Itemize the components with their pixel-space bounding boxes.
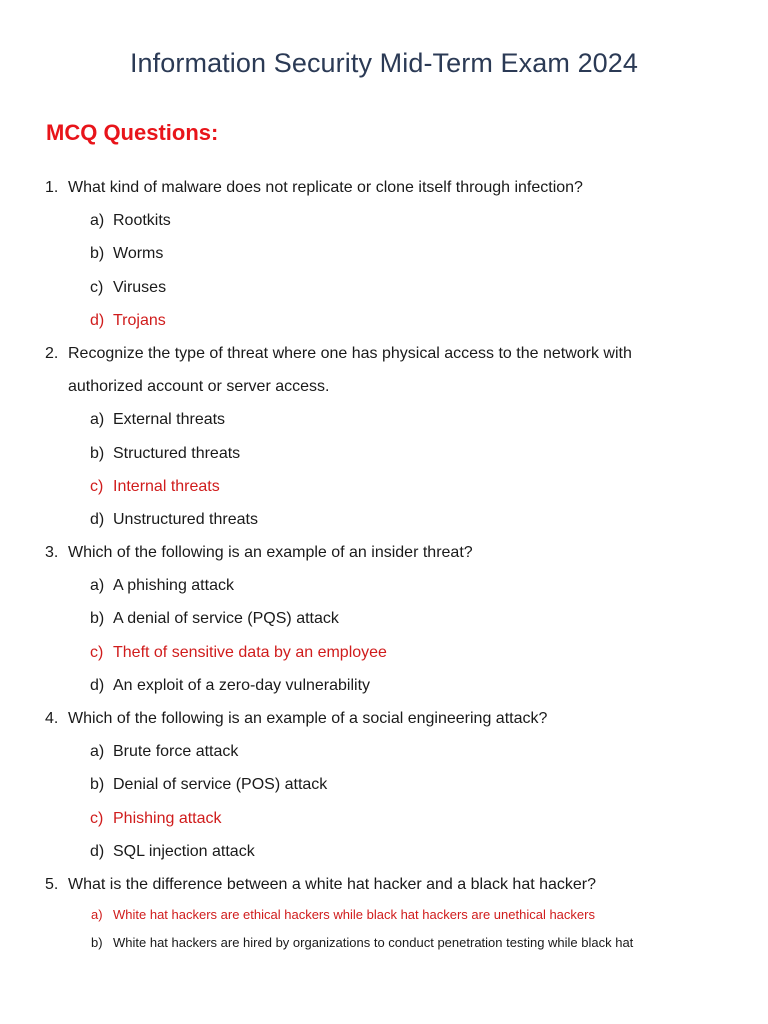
question-item	[0, 868, 768, 957]
question-line-text: What is the difference between a white hat hacker and a black hat hacker?	[68, 875, 597, 893]
answer-option-correct	[0, 901, 768, 929]
option-letter: a)	[91, 907, 103, 923]
answer-option	[0, 669, 768, 702]
option-text: Unstructured threats	[113, 510, 258, 528]
option-text: Denial of service (POS) attack	[113, 776, 328, 794]
option-letter: a)	[90, 411, 105, 429]
option-text: Internal threats	[113, 477, 220, 495]
question-line-text: authorized account or server access.	[68, 378, 330, 396]
option-letter: b)	[90, 610, 105, 628]
answer-option-correct	[0, 802, 768, 835]
answer-option	[0, 835, 768, 868]
answer-option	[0, 271, 768, 304]
question-text	[0, 337, 768, 370]
question-number: 5.	[45, 875, 59, 893]
option-text: Rootkits	[113, 212, 171, 230]
option-text: Theft of sensitive data by an employee	[113, 643, 387, 661]
option-text: External threats	[113, 411, 226, 429]
option-text: Trojans	[113, 311, 166, 329]
option-text: A phishing attack	[113, 577, 234, 595]
option-text: Structured threats	[113, 444, 241, 462]
option-text: White hat hackers are ethical hackers while black hat hackers are unethical hackers	[113, 907, 595, 923]
answer-option	[0, 602, 768, 635]
option-letter: c)	[90, 809, 104, 827]
question-line-text: Which of the following is an example of a social engineering attack?	[68, 710, 548, 727]
option-letter: a)	[90, 743, 105, 761]
question-number: 3.	[45, 544, 59, 562]
option-text: Viruses	[113, 278, 167, 296]
question-line-text: Recognize the type of threat where one has physical access to the network with	[68, 344, 632, 362]
option-letter: b)	[90, 245, 105, 263]
option-text: An exploit of a zero-day vulnerability	[113, 676, 371, 694]
answer-option-correct	[0, 470, 768, 503]
option-text: White hat hackers are hired by organizations to conduct penetration testing while black hat	[113, 935, 634, 951]
answer-option	[0, 503, 768, 536]
option-text: A denial of service (PQS) attack	[113, 610, 339, 628]
question-item	[0, 171, 768, 337]
option-text: Brute force attack	[113, 743, 239, 761]
option-letter: c)	[90, 278, 104, 296]
option-text: SQL injection attack	[113, 842, 255, 860]
option-text: Worms	[113, 245, 164, 263]
question-text	[0, 536, 768, 569]
question-text-continued	[0, 370, 768, 403]
answer-option	[0, 437, 768, 470]
answer-option-correct	[0, 304, 768, 337]
option-text: Phishing attack	[113, 809, 222, 827]
section-heading: MCQ Questions:	[46, 120, 219, 145]
question-number: 4.	[45, 710, 59, 727]
answer-option	[0, 237, 768, 270]
question-list	[0, 171, 768, 957]
option-letter: c)	[90, 643, 104, 661]
answer-option-correct	[0, 636, 768, 669]
option-letter: d)	[90, 842, 105, 860]
option-letter: b)	[90, 444, 105, 462]
answer-option	[0, 768, 768, 801]
answer-option	[0, 569, 768, 602]
question-line-text: What kind of malware does not replicate or clone itself through infection?	[68, 179, 583, 196]
question-text	[0, 171, 768, 204]
question-item	[0, 337, 768, 536]
question-text	[0, 868, 768, 901]
question-number: 2.	[45, 344, 59, 362]
document-title: Information Security Mid-Term Exam 2024	[129, 48, 639, 78]
option-letter: d)	[90, 676, 105, 694]
answer-option	[0, 204, 768, 237]
question-number: 1.	[45, 179, 59, 196]
question-item	[0, 702, 768, 868]
option-letter: b)	[90, 776, 105, 794]
option-letter: d)	[90, 510, 105, 528]
question-text	[0, 702, 768, 735]
option-letter: c)	[90, 477, 104, 495]
answer-option	[0, 929, 768, 957]
answer-option	[0, 735, 768, 768]
answer-option	[0, 403, 768, 436]
option-letter: a)	[90, 577, 105, 595]
question-item	[0, 536, 768, 702]
question-line-text: Which of the following is an example of an insider threat?	[68, 544, 473, 562]
option-letter: a)	[90, 212, 105, 230]
option-letter: b)	[91, 935, 103, 951]
option-letter: d)	[90, 311, 105, 329]
